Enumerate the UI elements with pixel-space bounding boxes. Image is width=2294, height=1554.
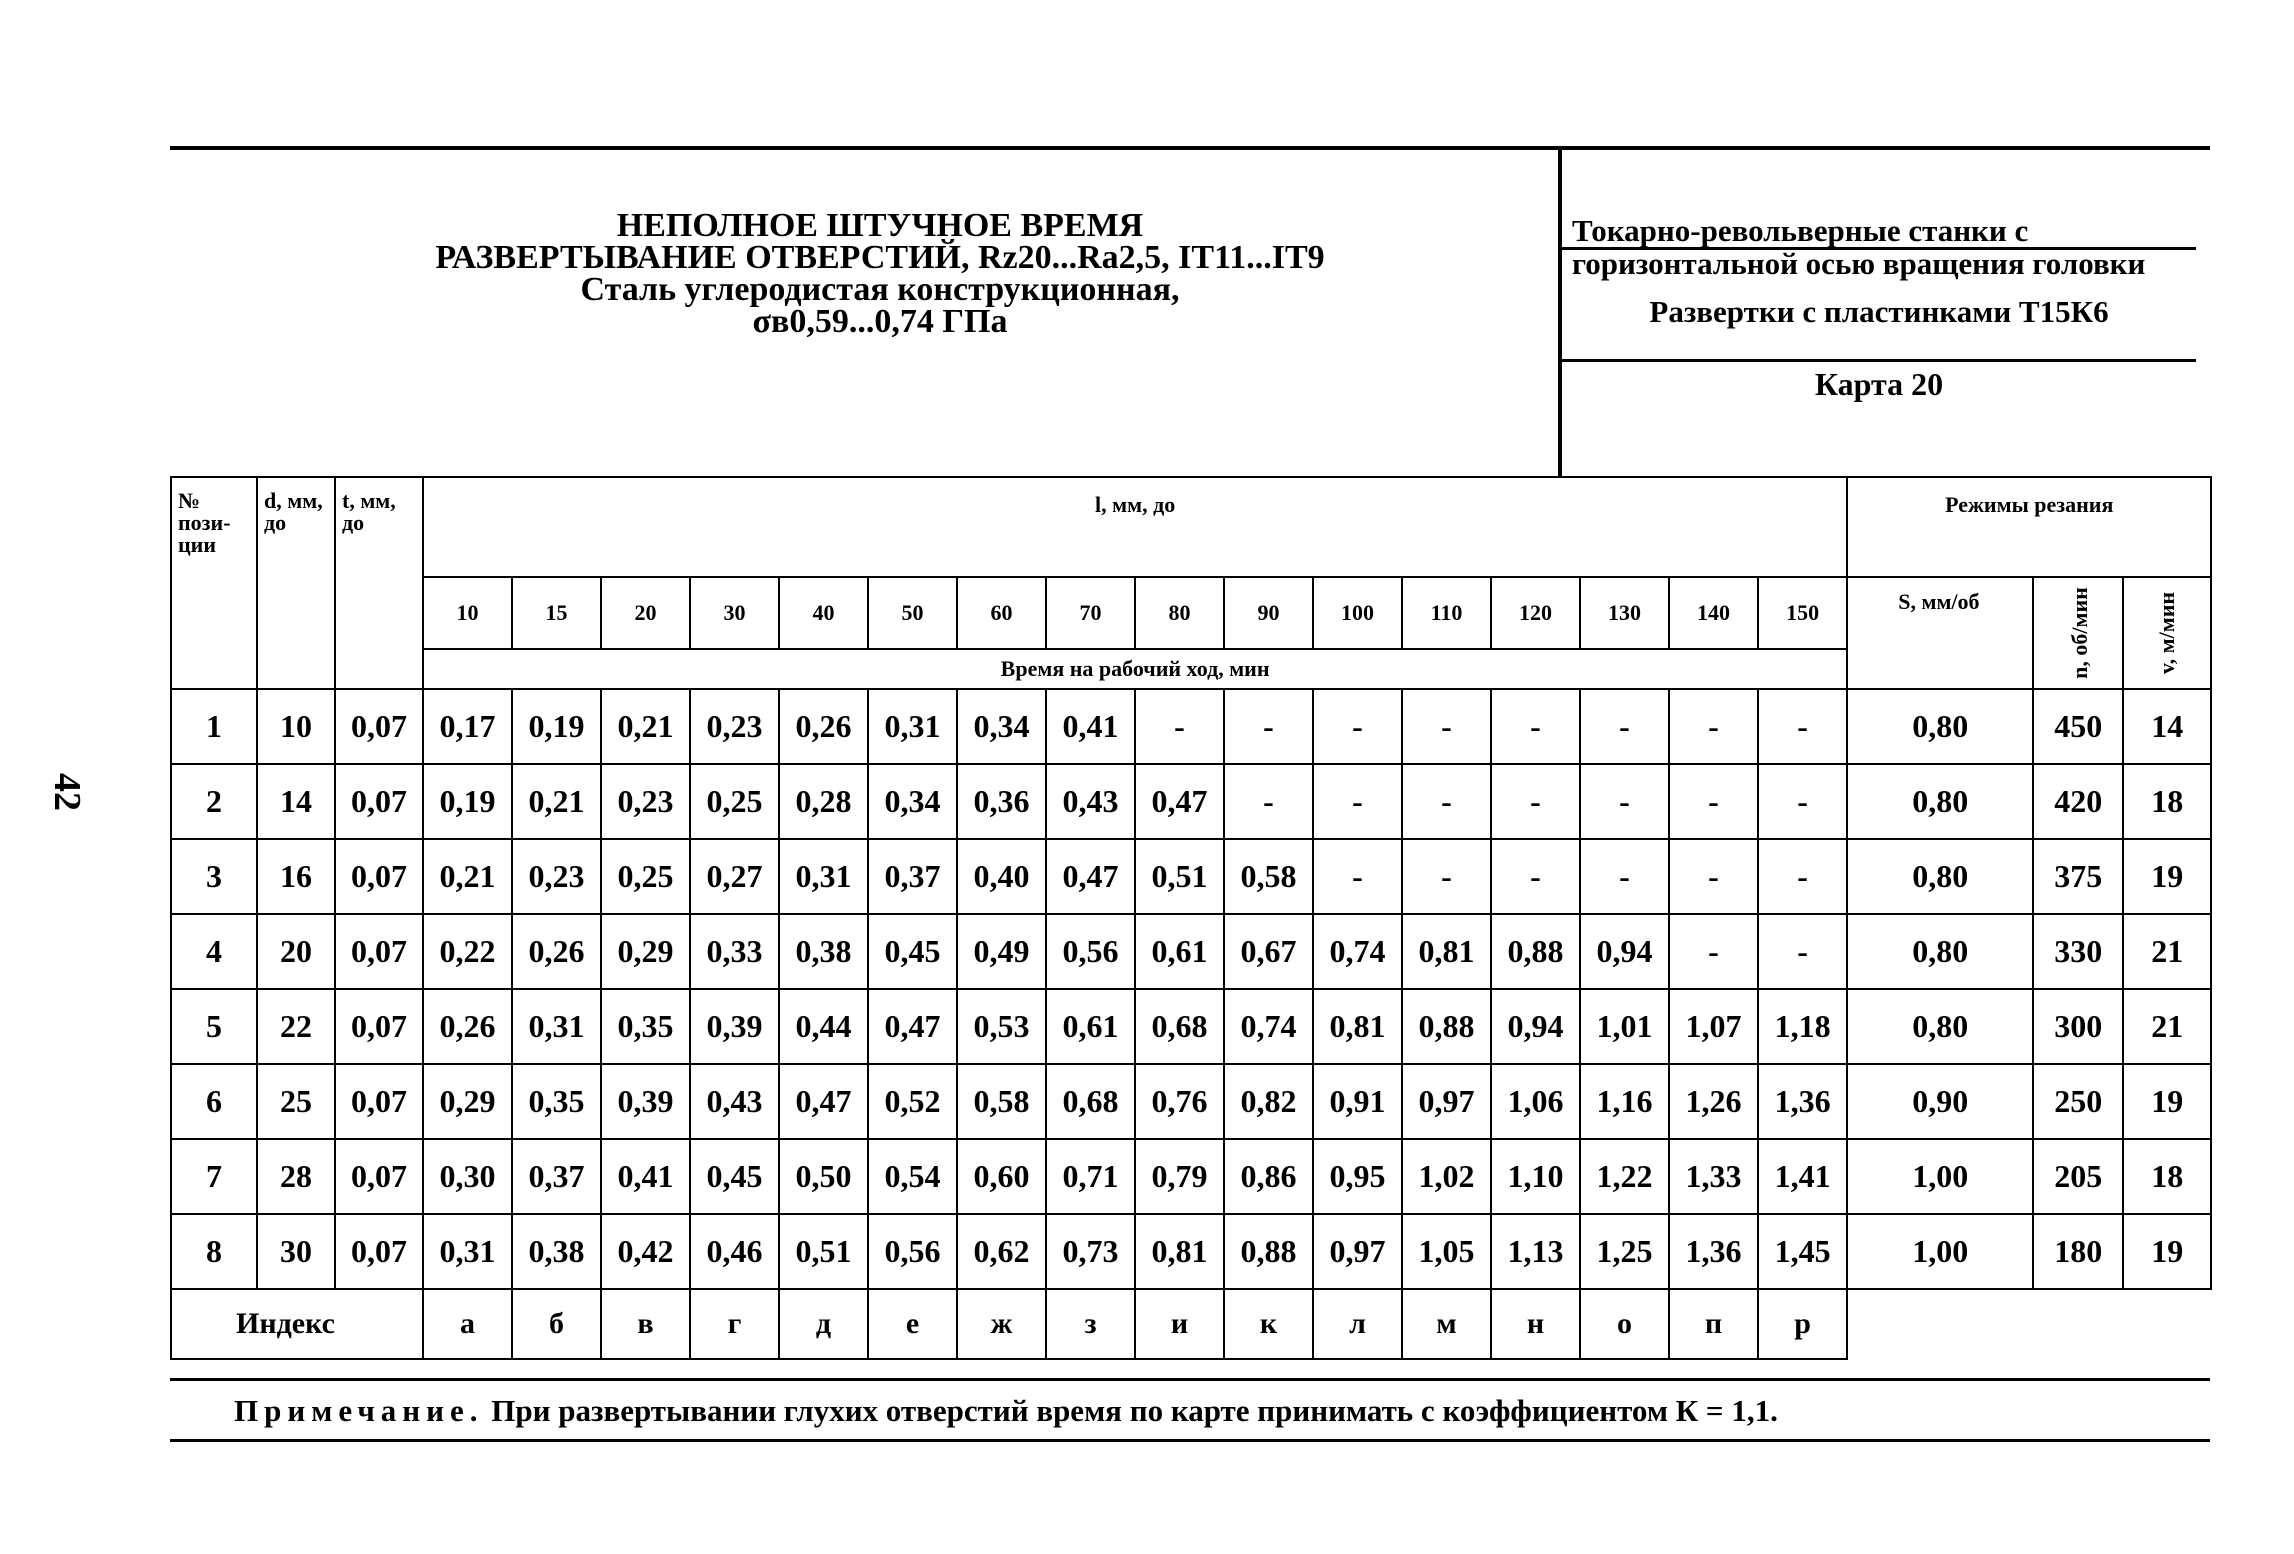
cell-time: 0,19 [423, 764, 512, 839]
cell-time: 0,41 [1046, 689, 1135, 764]
index-label: Индекс [171, 1289, 423, 1359]
index-letter: г [690, 1289, 779, 1359]
cell-time: 0,40 [957, 839, 1046, 914]
cell-time: 0,39 [690, 989, 779, 1064]
header-l-value: 80 [1135, 577, 1224, 649]
cell-time: 0,82 [1224, 1064, 1313, 1139]
cell-time: - [1313, 839, 1402, 914]
index-letter: ж [957, 1289, 1046, 1359]
index-letter: и [1135, 1289, 1224, 1359]
machine-line-2: горизонтальной осью вращения головки [1572, 246, 2146, 281]
cell-time: - [1402, 764, 1491, 839]
header-l-value: 90 [1224, 577, 1313, 649]
index-letter: а [423, 1289, 512, 1359]
header-d: d, мм, до [257, 477, 335, 689]
cell-t: 0,07 [335, 1064, 423, 1139]
cell-n: 205 [2033, 1139, 2123, 1214]
cell-time: 1,01 [1580, 989, 1669, 1064]
cell-time: 0,61 [1135, 914, 1224, 989]
cell-v: 21 [2123, 914, 2211, 989]
header-l-value: 150 [1758, 577, 1847, 649]
cell-time: 0,36 [957, 764, 1046, 839]
cell-time: - [1669, 764, 1758, 839]
cell-d: 30 [257, 1214, 335, 1289]
cell-time: 0,17 [423, 689, 512, 764]
cell-time: 0,94 [1580, 914, 1669, 989]
table-row [171, 839, 2211, 914]
title-line-2: РАЗВЕРТЫВАНИЕ ОТВЕРСТИЙ, Rz20...Ra2,5, IT11...IT9 [435, 239, 1325, 276]
note-text: При развертывании глухих отверстий время по карте принимать с коэффициентом К = 1,1. [491, 1393, 1778, 1428]
cell-time: 0,31 [779, 839, 868, 914]
cell-n: 420 [2033, 764, 2123, 839]
cell-time: 0,88 [1491, 914, 1580, 989]
cell-time: 1,13 [1491, 1214, 1580, 1289]
cell-time: 0,54 [868, 1139, 957, 1214]
header-t: t, мм, до [335, 477, 423, 689]
cell-time: - [1313, 764, 1402, 839]
index-letter: о [1580, 1289, 1669, 1359]
cell-time: 0,71 [1046, 1139, 1135, 1214]
cell-time: 0,91 [1313, 1064, 1402, 1139]
header-cutting-modes: Режимы резания [1847, 477, 2211, 577]
cell-time: 0,45 [868, 914, 957, 989]
cell-n: 450 [2033, 689, 2123, 764]
cell-position: 8 [171, 1214, 257, 1289]
cell-time: 0,53 [957, 989, 1046, 1064]
cell-position: 6 [171, 1064, 257, 1139]
cell-v: 18 [2123, 764, 2211, 839]
cell-d: 16 [257, 839, 335, 914]
cell-time: - [1669, 914, 1758, 989]
cell-t: 0,07 [335, 764, 423, 839]
cell-position: 5 [171, 989, 257, 1064]
header-l-value: 40 [779, 577, 868, 649]
cell-d: 25 [257, 1064, 335, 1139]
cell-time: 0,26 [779, 689, 868, 764]
cell-time: 0,52 [868, 1064, 957, 1139]
cell-time: 0,61 [1046, 989, 1135, 1064]
header-l: l, мм, до [423, 477, 1847, 577]
cell-time: - [1758, 839, 1847, 914]
header-l-value: 15 [512, 577, 601, 649]
header-l-value: 60 [957, 577, 1046, 649]
header-l-value: 20 [601, 577, 690, 649]
cell-time: 0,37 [868, 839, 957, 914]
cell-v: 18 [2123, 1139, 2211, 1214]
cell-time: - [1580, 764, 1669, 839]
header-l-value: 120 [1491, 577, 1580, 649]
cell-n: 300 [2033, 989, 2123, 1064]
time-table [170, 476, 2212, 1360]
cell-time: 0,21 [423, 839, 512, 914]
index-letter: д [779, 1289, 868, 1359]
cell-time: 1,33 [1669, 1139, 1758, 1214]
cell-time: 0,68 [1046, 1064, 1135, 1139]
table-row [171, 689, 2211, 764]
cell-time: 0,21 [601, 689, 690, 764]
cell-time: 0,34 [957, 689, 1046, 764]
cell-position: 7 [171, 1139, 257, 1214]
header-s: S, мм/об [1847, 577, 2033, 689]
cell-t: 0,07 [335, 839, 423, 914]
index-letter: м [1402, 1289, 1491, 1359]
cell-time: 0,45 [690, 1139, 779, 1214]
card-number: Карта 20 [1814, 366, 1944, 402]
cell-position: 3 [171, 839, 257, 914]
cell-d: 22 [257, 989, 335, 1064]
cell-d: 10 [257, 689, 335, 764]
machine-type [1562, 146, 2196, 281]
cell-time: - [1669, 839, 1758, 914]
cell-time: 0,97 [1402, 1064, 1491, 1139]
cell-time: 0,33 [690, 914, 779, 989]
cell-n: 250 [2033, 1064, 2123, 1139]
cell-time: 0,47 [868, 989, 957, 1064]
cell-time: 0,97 [1313, 1214, 1402, 1289]
cell-time: 1,05 [1402, 1214, 1491, 1289]
cell-time: 0,47 [779, 1064, 868, 1139]
cell-time: 1,16 [1580, 1064, 1669, 1139]
cell-time: 1,36 [1669, 1214, 1758, 1289]
cell-time: 0,62 [957, 1214, 1046, 1289]
title-line-4: σв0,59...0,74 ГПа [752, 303, 1008, 340]
cell-time: 0,39 [601, 1064, 690, 1139]
cell-s: 0,80 [1847, 839, 2033, 914]
cell-time: 0,95 [1313, 1139, 1402, 1214]
cell-s: 1,00 [1847, 1139, 2033, 1214]
cell-time: 0,34 [868, 764, 957, 839]
cell-time: 0,43 [1046, 764, 1135, 839]
cell-time: 1,41 [1758, 1139, 1847, 1214]
header-l-value: 110 [1402, 577, 1491, 649]
cell-time: - [1491, 839, 1580, 914]
title-line-1: НЕПОЛНОЕ ШТУЧНОЕ ВРЕМЯ [616, 207, 1144, 244]
cell-time: 0,43 [690, 1064, 779, 1139]
cell-time: 0,88 [1224, 1214, 1313, 1289]
cell-time: - [1580, 839, 1669, 914]
cell-time: 0,28 [779, 764, 868, 839]
cell-time: 0,74 [1224, 989, 1313, 1064]
cell-time: 0,23 [690, 689, 779, 764]
title-block [380, 207, 1380, 340]
header-l-value: 100 [1313, 577, 1402, 649]
cell-time: 1,36 [1758, 1064, 1847, 1139]
index-letter: е [868, 1289, 957, 1359]
cell-time: 0,29 [423, 1064, 512, 1139]
cell-time: 0,47 [1046, 839, 1135, 914]
cell-time: 1,45 [1758, 1214, 1847, 1289]
cell-time: 0,21 [512, 764, 601, 839]
note [170, 1378, 2210, 1442]
cell-time: - [1313, 689, 1402, 764]
index-letter: п [1669, 1289, 1758, 1359]
cell-time: 0,31 [512, 989, 601, 1064]
cell-time: 0,26 [423, 989, 512, 1064]
cell-time: 0,79 [1135, 1139, 1224, 1214]
header-l-value: 70 [1046, 577, 1135, 649]
page-number: 42 [46, 773, 88, 811]
cell-time: - [1224, 689, 1313, 764]
cell-s: 1,00 [1847, 1214, 2033, 1289]
title-line-3: Сталь углеродистая конструкционная, [580, 271, 1180, 308]
cell-time: 0,51 [1135, 839, 1224, 914]
cell-time: 1,06 [1491, 1064, 1580, 1139]
cell-time: 0,29 [601, 914, 690, 989]
header-position: № пози- ции [171, 477, 257, 689]
cell-time: 0,31 [868, 689, 957, 764]
cell-v: 14 [2123, 689, 2211, 764]
cell-position: 1 [171, 689, 257, 764]
index-letter: б [512, 1289, 601, 1359]
table-row [171, 1214, 2211, 1289]
index-letter: в [601, 1289, 690, 1359]
cell-time: 0,44 [779, 989, 868, 1064]
cell-time: 0,26 [512, 914, 601, 989]
cell-time: 0,35 [601, 989, 690, 1064]
cell-time: 0,56 [1046, 914, 1135, 989]
cell-time: 0,49 [957, 914, 1046, 989]
cell-time: 0,81 [1402, 914, 1491, 989]
cell-time: 1,22 [1580, 1139, 1669, 1214]
cell-s: 0,80 [1847, 689, 2033, 764]
cell-time: - [1402, 689, 1491, 764]
cell-v: 19 [2123, 839, 2211, 914]
cell-v: 19 [2123, 1214, 2211, 1289]
index-letter: р [1758, 1289, 1847, 1359]
cell-time: 1,26 [1669, 1064, 1758, 1139]
cell-time: - [1758, 689, 1847, 764]
cell-n: 375 [2033, 839, 2123, 914]
index-letter: з [1046, 1289, 1135, 1359]
cell-d: 28 [257, 1139, 335, 1214]
cell-time: - [1224, 764, 1313, 839]
header-l-value: 30 [690, 577, 779, 649]
header-n-label: n, об/мин [2067, 587, 2093, 679]
cell-time: 1,18 [1758, 989, 1847, 1064]
cell-time: - [1758, 764, 1847, 839]
cell-time: 0,58 [1224, 839, 1313, 914]
index-blank [1847, 1289, 2211, 1359]
header-v [2123, 577, 2211, 689]
index-letter: к [1224, 1289, 1313, 1359]
cell-position: 2 [171, 764, 257, 839]
cell-time: 0,38 [779, 914, 868, 989]
note-label: Примечание. [234, 1393, 484, 1428]
cell-s: 0,80 [1847, 914, 2033, 989]
table-row [171, 1139, 2211, 1214]
cell-v: 21 [2123, 989, 2211, 1064]
cell-time: 0,50 [779, 1139, 868, 1214]
cell-time: - [1135, 689, 1224, 764]
cell-time: 0,76 [1135, 1064, 1224, 1139]
cell-time: 0,68 [1135, 989, 1224, 1064]
cell-time: 0,30 [423, 1139, 512, 1214]
cell-t: 0,07 [335, 1214, 423, 1289]
cell-time: 0,58 [957, 1064, 1046, 1139]
cell-time: 0,56 [868, 1214, 957, 1289]
cell-time: 0,74 [1313, 914, 1402, 989]
cell-time: 0,81 [1135, 1214, 1224, 1289]
cell-d: 14 [257, 764, 335, 839]
cell-time: - [1669, 689, 1758, 764]
cell-time: 0,25 [690, 764, 779, 839]
cell-time: - [1402, 839, 1491, 914]
tool-type: Развертки с пластинками Т15К6 [1562, 250, 2196, 362]
cell-time: 1,25 [1580, 1214, 1669, 1289]
cell-time: - [1758, 914, 1847, 989]
table-row [171, 1064, 2211, 1139]
index-letter: н [1491, 1289, 1580, 1359]
cell-t: 0,07 [335, 914, 423, 989]
header-l-value: 130 [1580, 577, 1669, 649]
cell-time: 1,02 [1402, 1139, 1491, 1214]
card-info [1562, 146, 2196, 407]
cell-time: 0,94 [1491, 989, 1580, 1064]
cell-time: 0,42 [601, 1214, 690, 1289]
cell-time: 1,07 [1669, 989, 1758, 1064]
header-l-value: 140 [1669, 577, 1758, 649]
cell-time: 0,60 [957, 1139, 1046, 1214]
cell-v: 19 [2123, 1064, 2211, 1139]
header-n [2033, 577, 2123, 689]
cell-time: 0,23 [512, 839, 601, 914]
table-row [171, 764, 2211, 839]
cell-s: 0,90 [1847, 1064, 2033, 1139]
cell-time: - [1491, 689, 1580, 764]
cell-n: 330 [2033, 914, 2123, 989]
index-row [171, 1289, 2211, 1359]
table-row [171, 989, 2211, 1064]
cell-time: 0,37 [512, 1139, 601, 1214]
cell-time: - [1580, 689, 1669, 764]
cell-time: 0,47 [1135, 764, 1224, 839]
cell-time: 0,81 [1313, 989, 1402, 1064]
cell-time: 0,38 [512, 1214, 601, 1289]
cell-time: 0,88 [1402, 989, 1491, 1064]
cell-time: - [1491, 764, 1580, 839]
cell-time: 0,41 [601, 1139, 690, 1214]
index-letter: л [1313, 1289, 1402, 1359]
cell-t: 0,07 [335, 989, 423, 1064]
cell-t: 0,07 [335, 689, 423, 764]
header-v-label: v, м/мин [2154, 591, 2180, 675]
cell-time: 0,23 [601, 764, 690, 839]
machine-line-1: Токарно-револьверные станки с [1572, 213, 2029, 248]
header-l-value: 50 [868, 577, 957, 649]
table-row [171, 914, 2211, 989]
cell-time: 0,27 [690, 839, 779, 914]
cell-time: 0,73 [1046, 1214, 1135, 1289]
cell-t: 0,07 [335, 1139, 423, 1214]
cell-s: 0,80 [1847, 989, 2033, 1064]
header-l-value: 10 [423, 577, 512, 649]
cell-time: 0,35 [512, 1064, 601, 1139]
cell-time: 0,25 [601, 839, 690, 914]
cell-time: 0,51 [779, 1214, 868, 1289]
cell-time: 0,22 [423, 914, 512, 989]
header-time: Время на рабочий ход, мин [423, 649, 1847, 689]
cell-s: 0,80 [1847, 764, 2033, 839]
cell-time: 0,46 [690, 1214, 779, 1289]
cell-time: 0,19 [512, 689, 601, 764]
cell-time: 0,67 [1224, 914, 1313, 989]
cell-time: 0,31 [423, 1214, 512, 1289]
cell-n: 180 [2033, 1214, 2123, 1289]
cell-time: 0,86 [1224, 1139, 1313, 1214]
cell-d: 20 [257, 914, 335, 989]
cell-position: 4 [171, 914, 257, 989]
cell-time: 1,10 [1491, 1139, 1580, 1214]
